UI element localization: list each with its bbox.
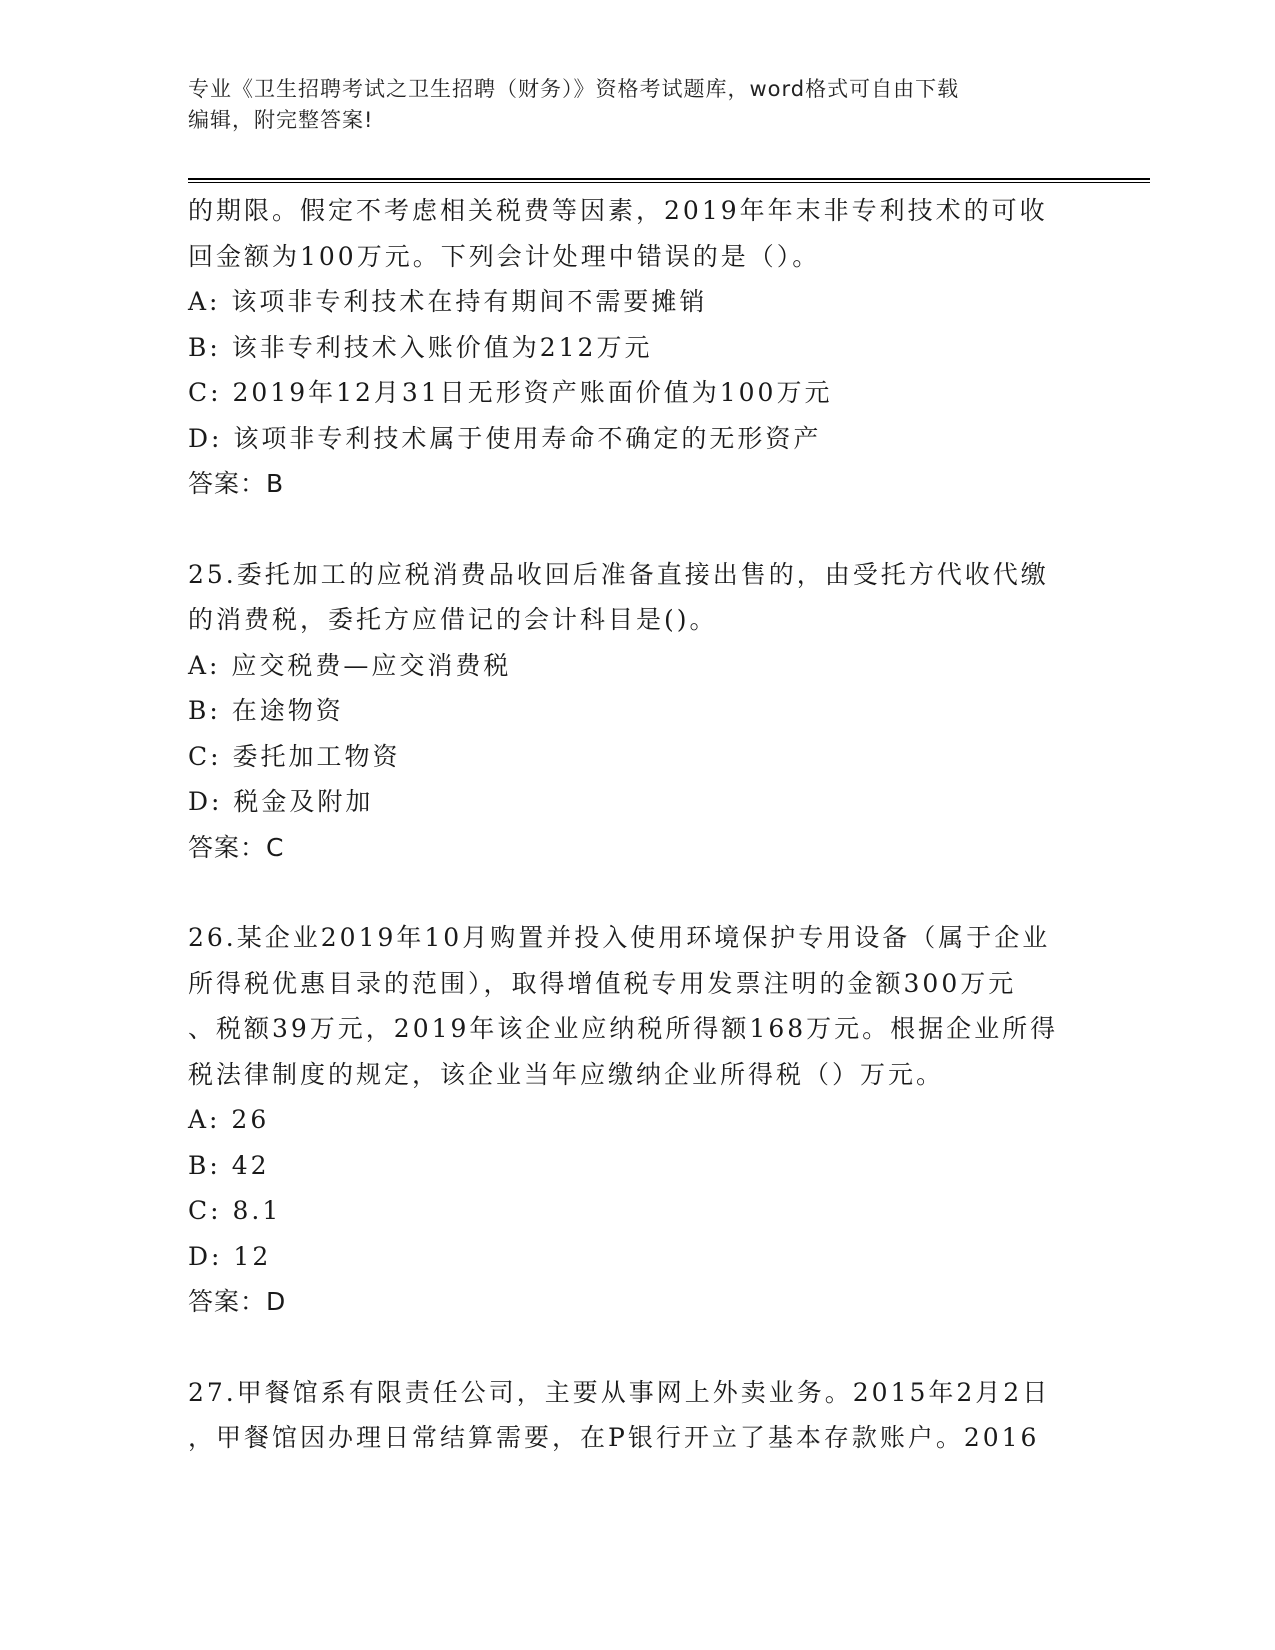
question-text: 的期限。假定不考虑相关税费等因素，2019年年末非专利技术的可收 bbox=[188, 196, 1048, 225]
page-header bbox=[188, 74, 1088, 136]
question-text: 27.甲餐馆系有限责任公司，主要从事网上外卖业务。2015年2月2日 bbox=[188, 1377, 1051, 1407]
option-c: C: 2019年12月31日无形资产账面价值为100万元 bbox=[188, 378, 833, 407]
question-text: 的消费税，委托方应借记的会计科目是()。 bbox=[188, 605, 718, 634]
header-line-2: 编辑，附完整答案! bbox=[188, 108, 374, 132]
option-b: B: 在途物资 bbox=[188, 696, 344, 725]
question-text: 25.委托加工的应税消费品收回后准备直接出售的，由受托方代收代缴 bbox=[188, 559, 1049, 589]
option-a: A: 应交税费—应交消费税 bbox=[188, 650, 512, 680]
question-text: 所得税优惠目录的范围），取得增值税专用发票注明的金额300万元 bbox=[188, 968, 1017, 998]
answer-label: 答案：B bbox=[188, 469, 285, 498]
option-b: B: 该非专利技术入账价值为212万元 bbox=[188, 332, 653, 362]
question-text: 税法律制度的规定，该企业当年应缴纳企业所得税（）万元。 bbox=[188, 1059, 945, 1089]
document-body bbox=[188, 188, 1088, 1461]
option-d: D: 12 bbox=[188, 1241, 272, 1271]
option-c: C: 8.1 bbox=[188, 1196, 282, 1225]
option-c: C: 委托加工物资 bbox=[188, 741, 401, 771]
question-25 bbox=[188, 552, 1088, 871]
answer-label: 答案：C bbox=[188, 832, 285, 862]
question-text: 、税额39万元，2019年该企业应纳税所得额168万元。根据企业所得 bbox=[188, 1014, 1059, 1043]
question-text: 26.某企业2019年10月购置并投入使用环境保护专用设备（属于企业 bbox=[188, 923, 1051, 952]
option-b: B: 42 bbox=[188, 1150, 270, 1180]
question-27 bbox=[188, 1370, 1088, 1461]
header-divider bbox=[188, 178, 1150, 183]
spacer bbox=[188, 870, 1088, 915]
spacer bbox=[188, 1325, 1088, 1370]
option-d: D: 该项非专利技术属于使用寿命不确定的无形资产 bbox=[188, 423, 822, 453]
spacer bbox=[188, 507, 1088, 552]
question-26 bbox=[188, 915, 1088, 1325]
answer-label: 答案：D bbox=[188, 1287, 287, 1316]
option-d: D: 税金及附加 bbox=[188, 787, 374, 816]
option-a: A: 该项非专利技术在持有期间不需要摊销 bbox=[188, 287, 708, 316]
question-text: ，甲餐馆因办理日常结算需要，在P银行开立了基本存款账户。2016 bbox=[188, 1423, 1040, 1452]
option-a: A: 26 bbox=[188, 1105, 270, 1134]
question-24 bbox=[188, 188, 1088, 507]
header-line-1: 专业《卫生招聘考试之卫生招聘（财务）》资格考试题库，word格式可自由下载 bbox=[188, 77, 960, 101]
question-text: 回金额为100万元。下列会计处理中错误的是（）。 bbox=[188, 241, 821, 271]
